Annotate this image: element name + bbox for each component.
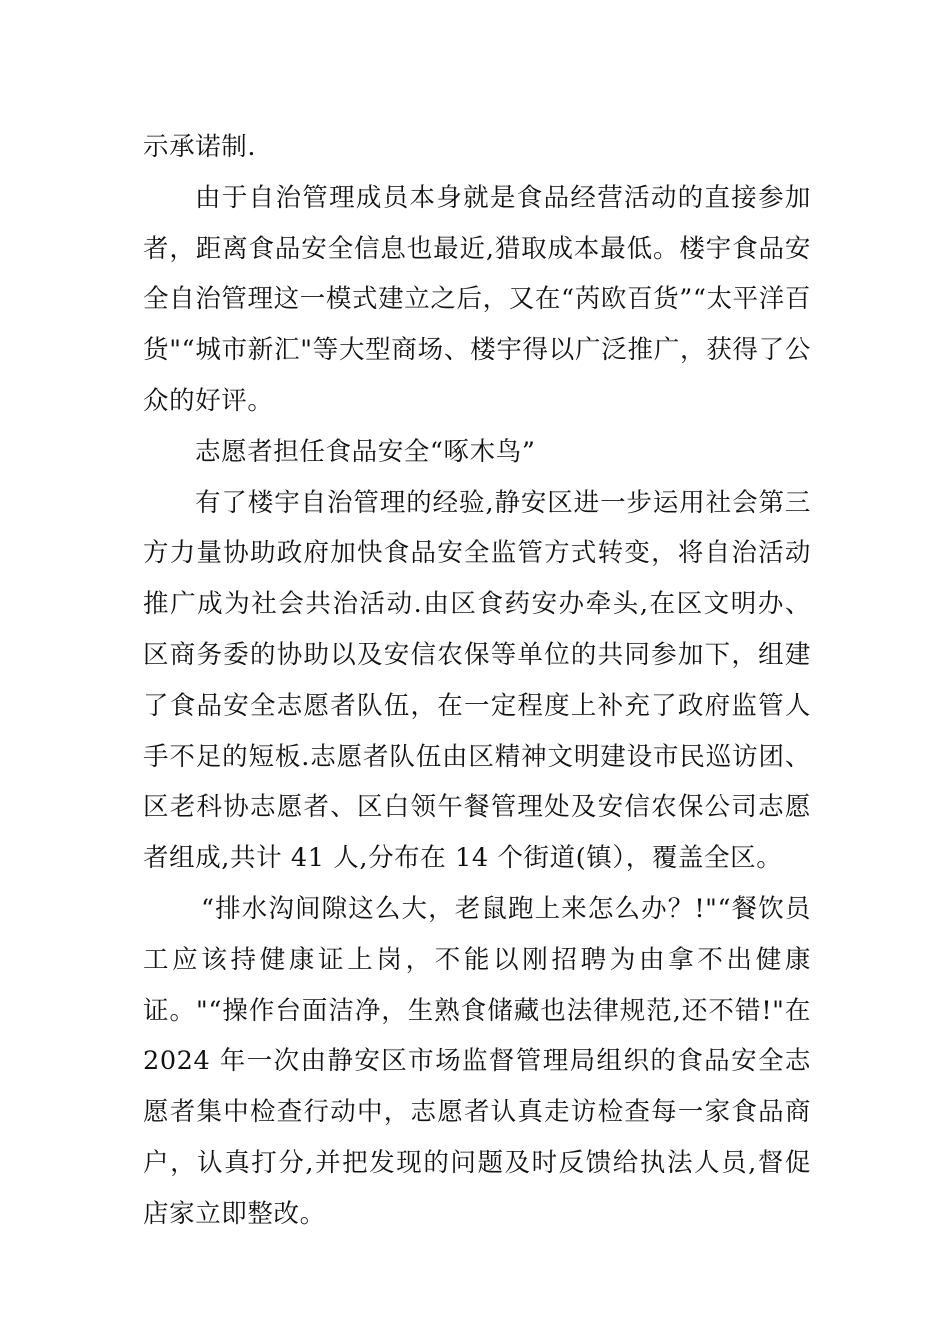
paragraph-volunteer-team: 有了楼宇自治管理的经验,静安区进一步运用社会第三方力量协助政府加快食品安全监管方式转变，将自治活动推广成为社会共治活动.由区食药安办牵头,在区文明办、区商务委的协助以及安信农保等单位的共同参加下，组建了食品安全志愿者队伍，在一定程度上补充了政府监管人手不足的短板.志愿者队伍由区精神文明建设市民巡访团、区老科协志愿者、区白领午餐管理处及安信农保公司志愿者组成,共计 41 人,分布在 14 个街道(镇），覆盖全区。	[143, 487, 811, 874]
paragraph-inspection-quotes: “排水沟间隙这么大，老鼠跑上来怎么办？!"“餐饮员工应该持健康证上岗，不能以刚招聘为由拿不出健康证。"“操作台面洁净，生熟食储藏也法律规范,还不错!"在 2024 年一次由静安区市场监督管理局组织的食品安全志愿者集中检查行动中，志愿者认真走访检查每一家食品商户，认真打分,并把发现的问题及时反馈给执法人员,督促店家立即整改。	[143, 893, 811, 1229]
document-body	[143, 122, 811, 1240]
paragraph-continuation: 示承诺制.	[143, 132, 257, 162]
section-heading-woodpecker: 志愿者担任食品安全“啄木鸟”	[195, 436, 536, 467]
paragraph-self-governance: 由于自治管理成员本身就是食品经营活动的直接参加者，距离食品安全信息也最近,猎取成本最低。楼宇食品安全自治管理这一模式建立之后，又在“芮欧百货”“太平洋百货"“城市新汇"等大型商场、楼宇得以广泛推广，获得了公众的好评。	[143, 182, 811, 416]
